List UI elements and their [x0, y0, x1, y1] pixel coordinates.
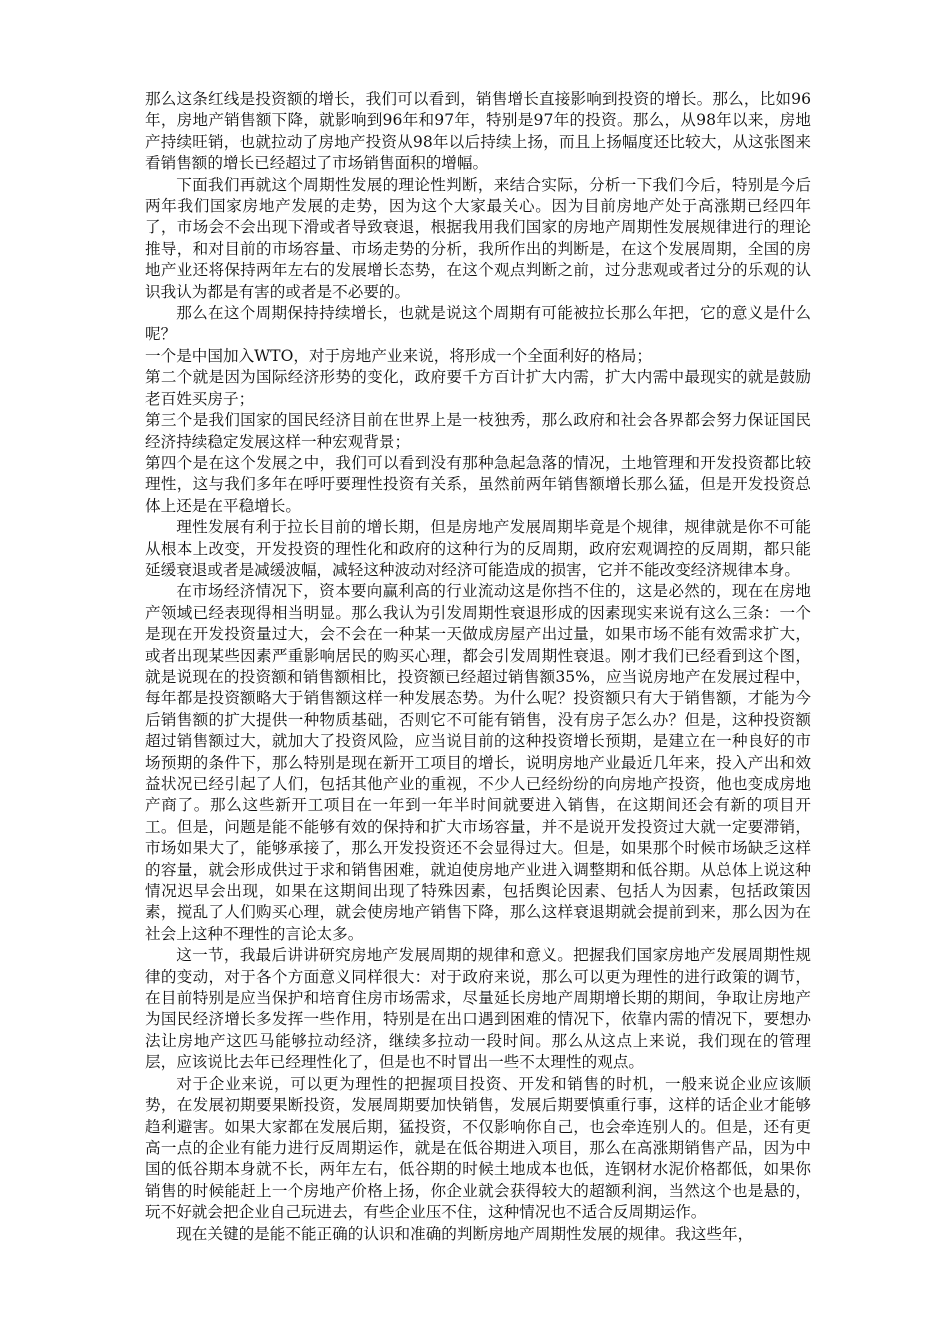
- list-item: 第二个就是因为国际经济形势的变化，政府要千方百计扩大内需，扩大内需中最现实的就是鼓励老百姓买房子；: [145, 368, 811, 408]
- paragraph: 这一节，我最后讲讲研究房地产发展周期的规律和意义。把握我们国家房地产发展周期性规律的变动，对于各个方面意义同样很大：对于政府来说，那么可以更为理性的进行政策的调节，在目前特别是应当保护和培育住房市场需求，尽量延长房地产周期增长期的期间，争取让房地产为国民经济增长多发挥一些作用，特别是在出口遇到困难的情况下，依靠内需的情况下，要想办法让房地产这匹马能够拉动经济，继续多拉动一段时间。那么从这点上来说，我们现在的管理层，应该说比去年已经理性化了，但是也不时冒出一些不太理性的观点。: [145, 946, 811, 1072]
- paragraph: 对于企业来说，可以更为理性的把握项目投资、开发和销售的时机，一般来说企业应该顺势，在发展初期要果断投资，发展周期要加快销售，发展后期要慎重行事，这样的话企业才能够趋利避害。如果大家都在发展后期，猛投资，不仅影响你自己，也会牵连别人的。但是，还有更高一点的企业有能力进行反周期运作，就是在低谷期进入项目，那么在高涨期销售产品，因为中国的低谷期本身就不长，两年左右，低谷期的时候土地成本也低，连钢材水泥价格都低，如果你销售的时候能赶上一个房地产价格上扬，你企业就会获得较大的超额利润，当然这个也是悬的，玩不好就会把企业自己玩进去，有些企业压不住，这种情况也不适合反周期运作。: [145, 1074, 811, 1222]
- paragraph: 那么在这个周期保持持续增长，也就是说这个周期有可能被拉长那么年把，它的意义是什么呢？: [145, 304, 811, 344]
- list-item: 第三个是我们国家的国民经济目前在世界上是一枝独秀，那么政府和社会各界都会努力保证国民经济持续稳定发展这样一种宏观背景；: [145, 411, 811, 451]
- paragraph: 那么这条红线是投资额的增长，我们可以看到，销售增长直接影响到投资的增长。那么，比如96年，房地产销售额下降，就影响到96年和97年，特别是97年的投资。那么，从98年以来，房地产持续旺销，也就拉动了房地产投资从98年以后持续上扬，而且上扬幅度还比较大，从这张图来看销售额的增长已经超过了市场销售面积的增幅。: [145, 90, 811, 173]
- list-item: 第四个是在这个发展之中，我们可以看到没有那种急起急落的情况，土地管理和开发投资都比较理性，这与我们多年在呼吁要理性投资有关系，虽然前两年销售额增长那么猛，但是开发投资总体上还是在平稳增长。: [145, 453, 811, 515]
- paragraph: 现在关键的是能不能正确的认识和准确的判断房地产周期性发展的规律。我这些年，: [176, 1224, 754, 1243]
- document-body: [145, 89, 811, 1245]
- paragraph: 在市场经济情况下，资本要向赢利高的行业流动这是你挡不住的，这是必然的，现在在房地产领域已经表现得相当明显。那么我认为引发周期性衰退形成的因素现实来说有这么三条：一个是现在开发投资量过大，会不会在一种某一天做成房屋产出过量，如果市场不能有效需求扩大，或者出现某些因素严重影响居民的购买心理，都会引发周期性衰退。刚才我们已经看到这个图，就是说现在的投资额和销售额相比，投资额已经超过销售额35%，应当说房地产在发展过程中，每年都是投资额略大于销售额这样一种发展态势。为什么呢？投资额只有大于销售额，才能为今后销售额的扩大提供一种物质基础，否则它不可能有销售，没有房子怎么办？但是，这种投资额超过销售额过大，就加大了投资风险，应当说目前的这种投资增长预期，是建立在一种良好的市场预期的条件下，那么特别是现在新开工项目的增长，说明房地产业最近几年来，投入产出和效益状况已经引起了人们，包括其他产业的重视，不少人已经纷纷的向房地产投资，他也变成房地产商了。那么这些新开工项目在一年到一年半时间就要进入销售，在这期间还会有新的项目开工。但是，问题是能不能够有效的保持和扩大市场容量，并不是说开发投资过大就一定要滞销，市场如果大了，能够承接了，那么开发投资还不会显得过大。但是，如果那个时候市场缺乏这样的容量，就会形成供过于求和销售困难，就迫使房地产业进入调整期和低谷期。从总体上说这种情况迟早会出现，如果在这期间出现了特殊因素，包括舆论因素、包括人为因素，包括政策因素，搅乱了人们购买心理，就会使房地产销售下降，那么这样衰退期就会提前到来，那么因为在社会上这种不理性的言论太多。: [145, 582, 811, 943]
- paragraph: 理性发展有利于拉长目前的增长期，但是房地产发展周期毕竟是个规律，规律就是你不可能从根本上改变，开发投资的理性化和政府的这种行为的反周期，政府宏观调控的反周期，都只能延缓衰退或者是减缓波幅，减轻这种波动对经济可能造成的损害，它并不能改变经济规律本身。: [145, 518, 811, 579]
- list-item: 一个是中国加入WTO，对于房地产业来说，将形成一个全面利好的格局；: [145, 346, 653, 365]
- paragraph: 下面我们再就这个周期性发展的理论性判断，来结合实际，分析一下我们今后，特别是今后两年我们国家房地产发展的走势，因为这个大家最关心。因为目前房地产处于高涨期已经四年了，市场会不会出现下滑或者导致衰退，根据我用我们国家的房地产周期性发展规律进行的理论推导，和对目前的市场容量、市场走势的分析，我所作出的判断是，在这个发展周期，全国的房地产业还将保持两年左右的发展增长态势，在这个观点判断之前，过分悲观或者过分的乐观的认识我认为都是有害的或者是不必要的。: [145, 175, 811, 301]
